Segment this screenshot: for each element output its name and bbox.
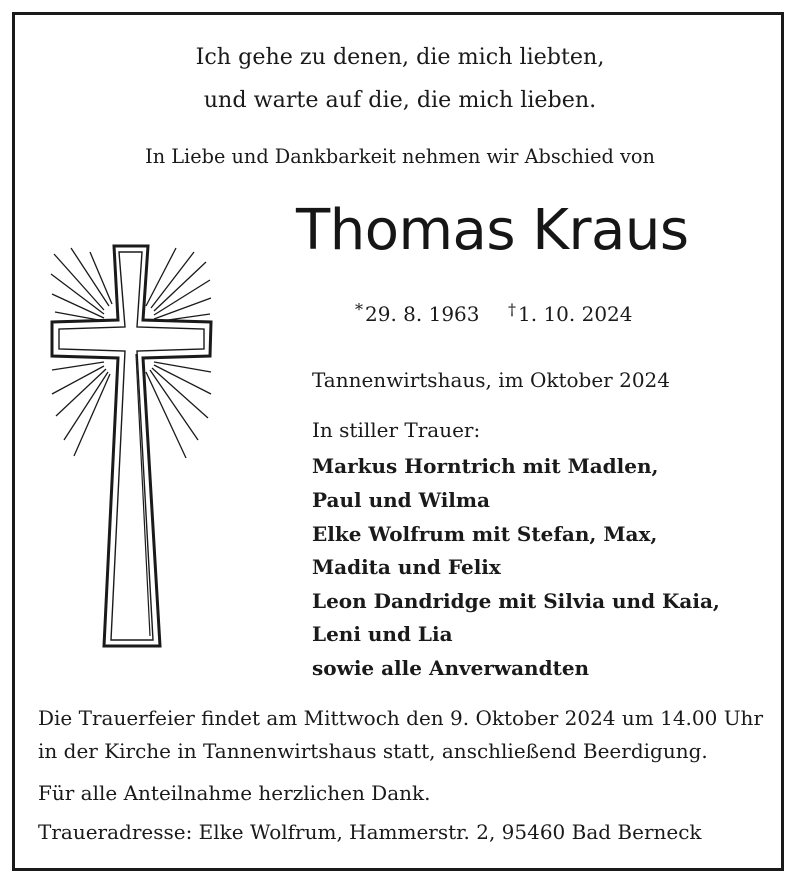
- place-date: Tannenwirtshaus, im Oktober 2024: [312, 368, 670, 392]
- mourner-line: Madita und Felix: [312, 555, 501, 579]
- cross-with-rays-icon: [46, 244, 216, 650]
- death-symbol: †: [508, 300, 516, 319]
- mourners-heading: In stiller Trauer:: [312, 418, 481, 442]
- mourner-line: Leni und Lia: [312, 622, 453, 646]
- mourner-line: sowie alle Anverwandten: [312, 656, 590, 680]
- birth-date: [355, 302, 480, 326]
- mourner-line: Paul und Wilma: [312, 488, 491, 512]
- service-line-1: Die Trauerfeier findet am Mittwoch den 9. Oktober 2024 um 14.00 Uhr: [38, 706, 763, 730]
- birth-symbol: *: [355, 300, 363, 319]
- mourner-line: Leon Dandridge mit Silvia und Kaia,: [312, 589, 720, 613]
- thanks-text: Für alle Anteilnahme herzlichen Dank.: [38, 781, 431, 805]
- intro-text: In Liebe und Dankbarkeit nehmen wir Abschied von: [145, 145, 655, 168]
- service-line-2: in der Kirche in Tannenwirtshaus statt, anschließend Beerdigung.: [38, 739, 708, 763]
- birth-date-value: 29. 8. 1963: [365, 302, 480, 326]
- death-date: [508, 302, 633, 326]
- address-text: Traueradresse: Elke Wolfrum, Hammerstr. 2, 95460 Bad Berneck: [38, 820, 702, 844]
- death-date-value: 1. 10. 2024: [518, 302, 633, 326]
- deceased-name: Thomas Kraus: [296, 198, 689, 263]
- poem-line-1: Ich gehe zu denen, die mich liebten,: [195, 44, 605, 70]
- mourner-line: Markus Horntrich mit Madlen,: [312, 454, 659, 478]
- poem-line-2: und warte auf die, die mich lieben.: [203, 87, 597, 113]
- mourner-line: Elke Wolfrum mit Stefan, Max,: [312, 522, 658, 546]
